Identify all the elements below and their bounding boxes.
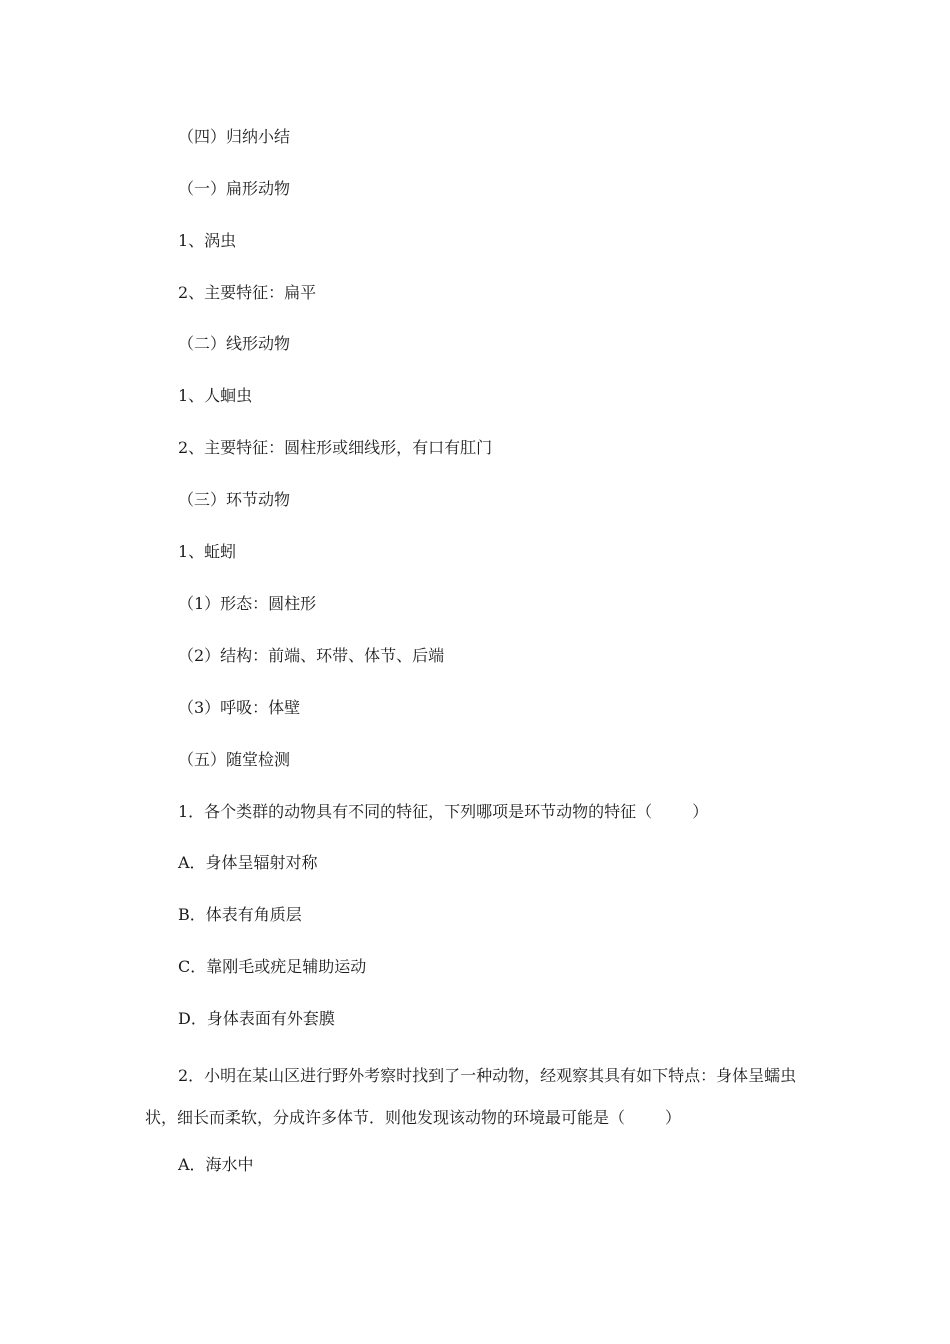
question-1-option-d: D．身体表面有外套膜 — [178, 1009, 335, 1028]
question-2-stem — [145, 1055, 805, 1139]
question-1-stem-end: ） — [692, 802, 709, 821]
item-earthworm-shape: （1）形态：圆柱形 — [178, 594, 317, 613]
question-1-stem — [178, 801, 708, 823]
section-heading-roundworms: （二）线形动物 — [178, 334, 291, 353]
item-roundworm-feature: 2、主要特征：圆柱形或细线形，有口有肛门 — [178, 438, 493, 457]
question-2-option-a: A．海水中 — [178, 1155, 254, 1174]
question-1-option-c: C．靠刚毛或疣足辅助运动 — [178, 957, 367, 976]
item-planarian: 1、涡虫 — [178, 231, 237, 250]
item-flatworm-feature: 2、主要特征：扁平 — [178, 283, 317, 302]
question-1-option-b: B．体表有角质层 — [178, 905, 302, 924]
item-earthworm-respiration: （3）呼吸：体壁 — [178, 698, 301, 717]
item-earthworm: 1、蚯蚓 — [178, 542, 237, 561]
question-2-stem-text: 2．小明在某山区进行野外考察时找到了一种动物，经观察其具有如下特点：身体呈蠕虫状，细长而柔软，分成许多体节．则他发现该动物的环境最可能是（ — [145, 1066, 797, 1127]
section-heading-summary: （四）归纳小结 — [178, 127, 291, 146]
question-1-stem-text: 1．各个类群的动物具有不同的特征，下列哪项是环节动物的特征（ — [178, 802, 653, 821]
question-2-stem-end: ） — [665, 1108, 682, 1127]
item-ascaris: 1、人蛔虫 — [178, 386, 253, 405]
item-earthworm-structure: （2）结构：前端、环带、体节、后端 — [178, 646, 445, 665]
section-heading-quiz: （五）随堂检测 — [178, 750, 291, 769]
question-1-option-a: A．身体呈辐射对称 — [178, 853, 318, 872]
section-heading-annelids: （三）环节动物 — [178, 490, 291, 509]
section-heading-flatworms: （一）扁形动物 — [178, 179, 291, 198]
